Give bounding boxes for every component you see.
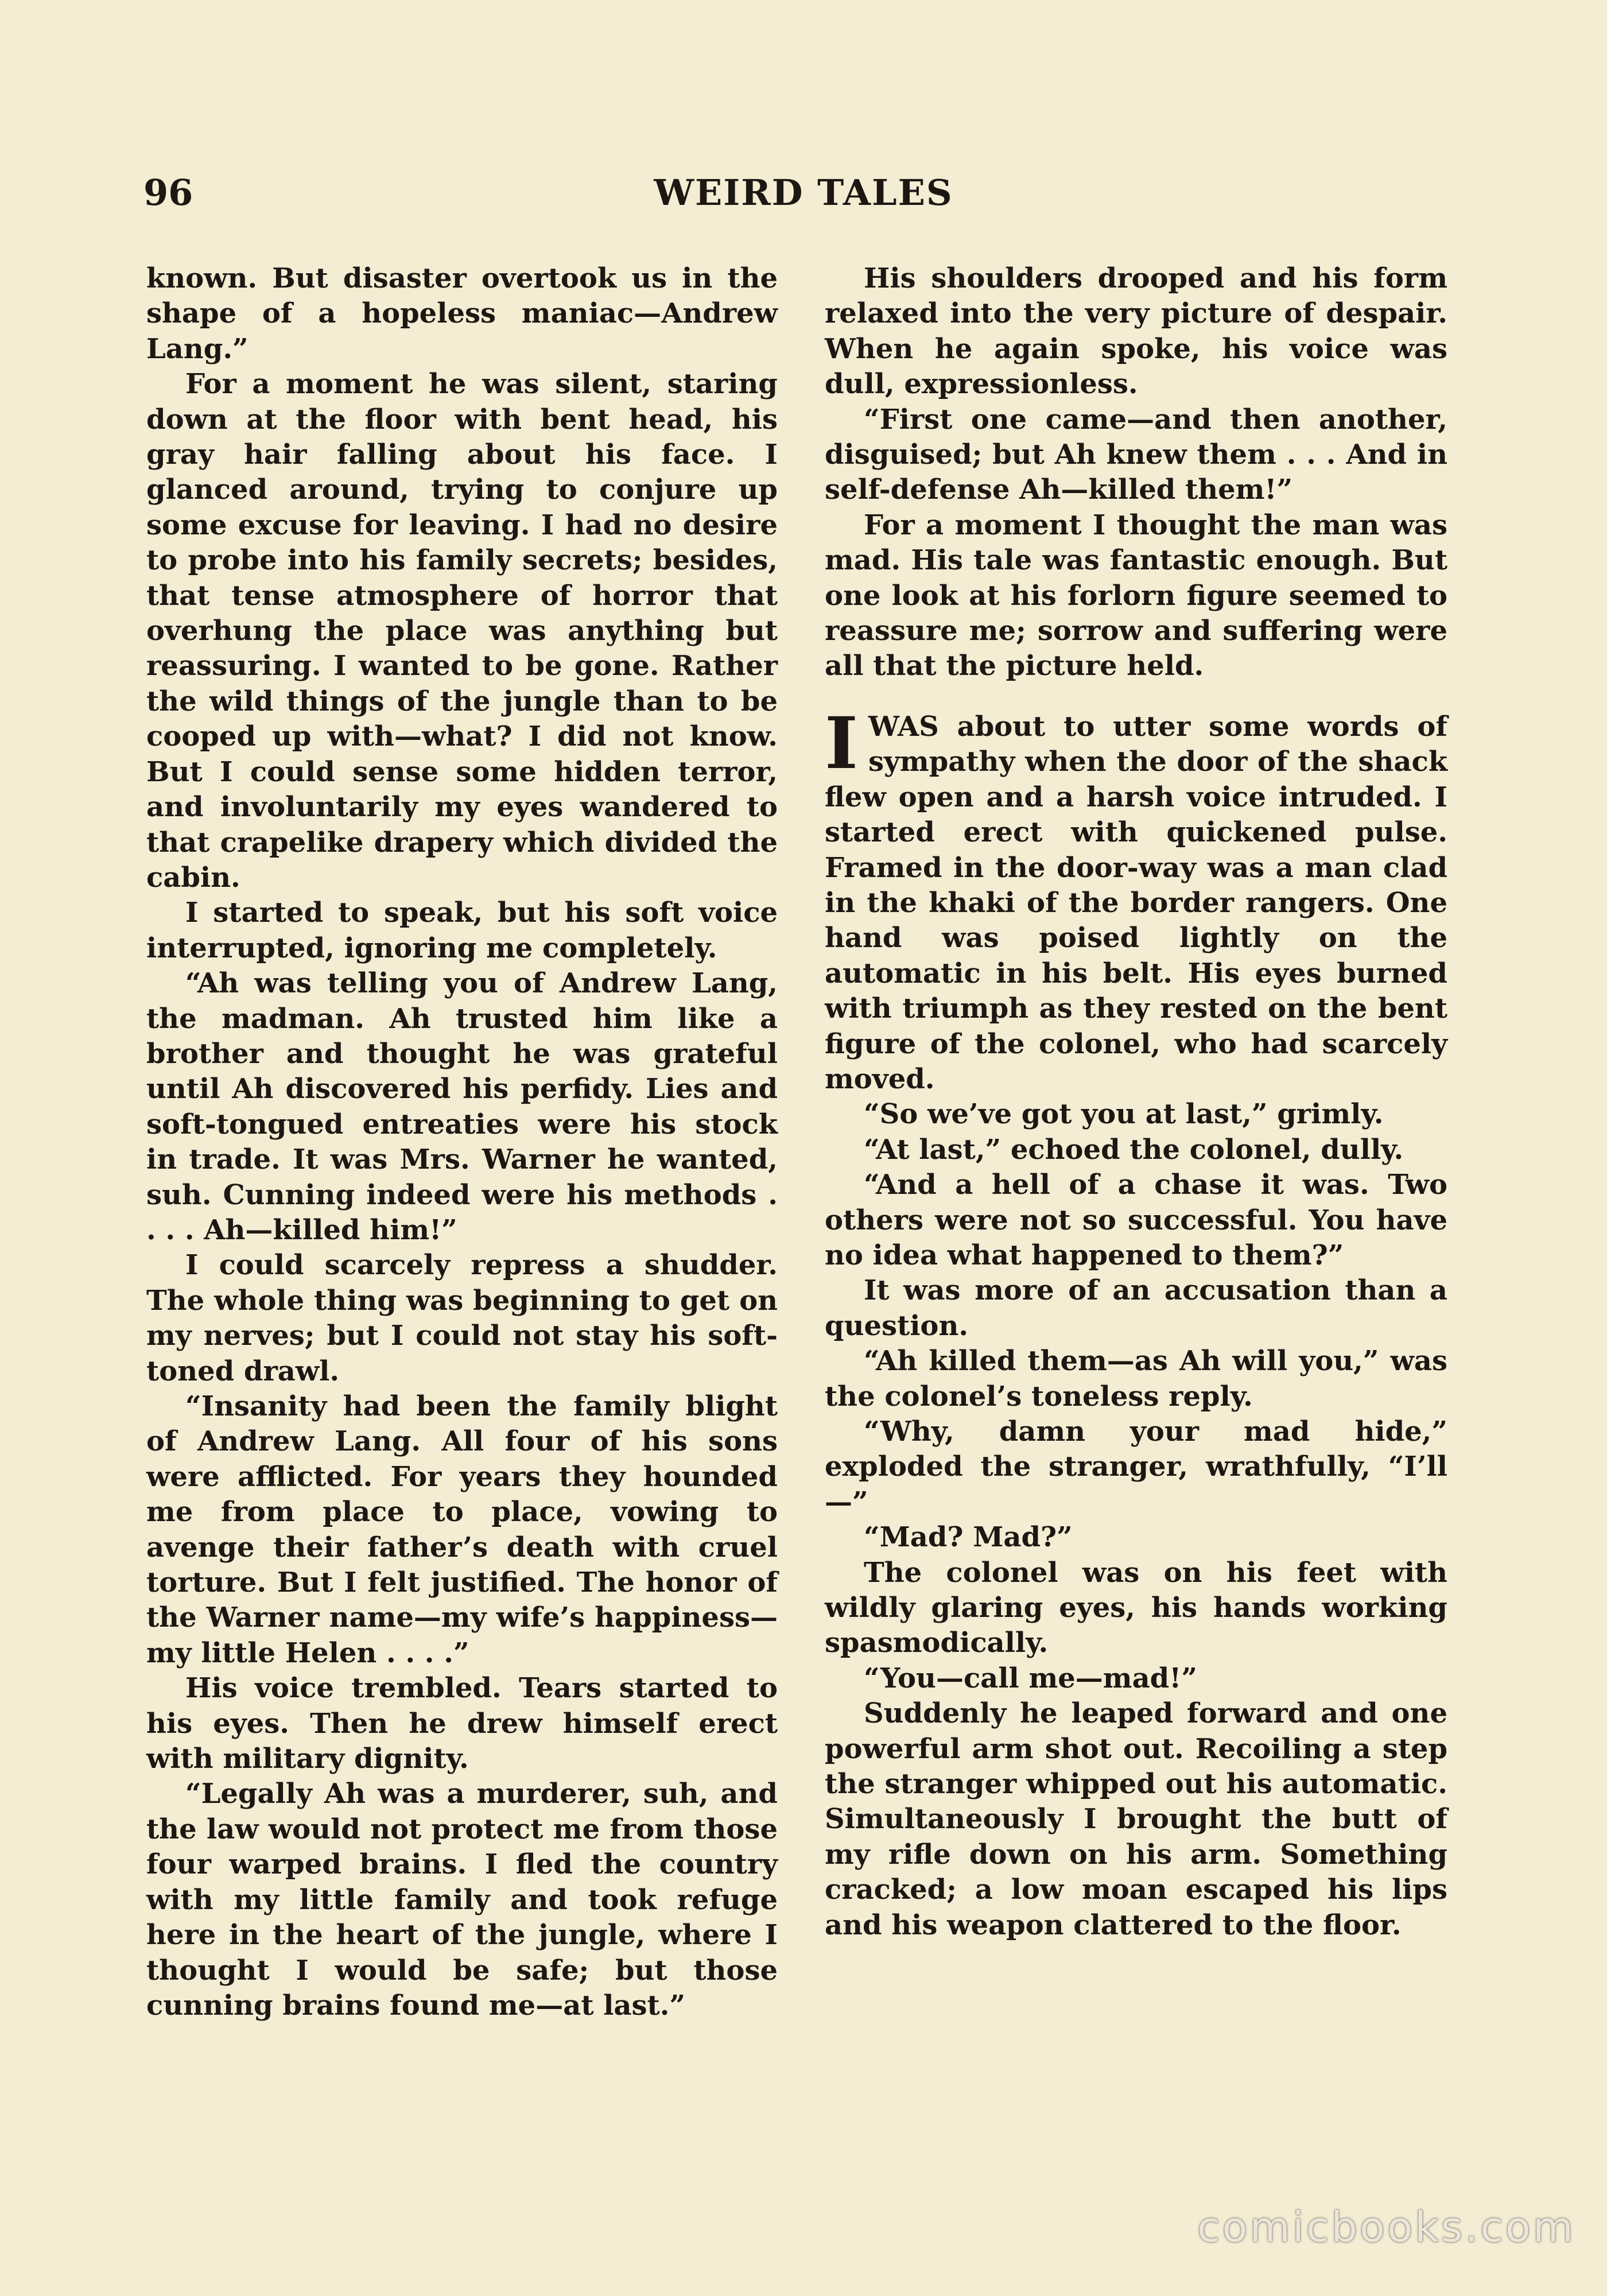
paragraph: I started to speak, but his soft voice interrupted, ignoring me completely. [146,897,778,964]
paragraph: “Legally Ah was a murderer, suh, and the law would not protect me from those four warped brains. I fled the country with my little family and took refuge here in the heart of the jungle, where I thought I would be safe; but those cunning brains found me—at last.” [146,1778,778,2022]
paragraph: “You—call me—mad!” [864,1662,1197,1694]
watermark: comicbooks.com [1197,2203,1575,2251]
paragraph: His voice trembled. Tears started to his eyes. Then he drew himself erect with military dignity. [146,1672,778,1775]
paragraph: “Ah killed them—as Ah will you,” was the colonel’s toneless reply. [825,1345,1447,1413]
paragraph: “At last,” echoed the colonel, dully. [864,1133,1404,1166]
paragraph: It was more of an accusation than a question. [825,1274,1447,1342]
paragraph: “Insanity had been the family blight of Andrew Lang. All four of his sons were afflicted. For years they hounded me from place to place, vowing to avenge their father’s death with cruel torture. But I felt justified. The honor of the Warner name—my wife’s happiness—my little Helen . . . .” [146,1390,778,1669]
paragraph: “Mad? Mad?” [864,1521,1073,1554]
paragraph: “So we’ve got you at last,” grimly. [864,1098,1384,1131]
paragraph-text: WAS about to utter some words of sympathy when the door of the shack flew open and a harsh voice intruded. I started erect with quickened pulse. Framed in the door-way was a man clad in the khaki of the border rangers. One hand was poised lightly on the automatic in his belt. His eyes burned with triumph as they rested on the bent figure of the colonel, who had scarcely moved. [825,710,1447,1095]
paragraph: For a moment I thought the man was mad. His tale was fantastic enough. But one look at his forlorn figure seemed to reassure me; sorrow and suffering were all that the picture held. [825,509,1447,682]
paragraph: “And a hell of a chase it was. Two others were not so successful. You have no idea what happened to them?” [825,1169,1447,1271]
paragraph: I could scarcely repress a shudder. The whole thing was beginning to get on my nerves; but I could not stay his soft-toned drawl. [146,1249,778,1387]
paragraph: “Ah was telling you of Andrew Lang, the madman. Ah trusted him like a brother and thought he was grateful until Ah discovered his perfidy. Lies and soft-tongued entreaties were his stock in trade. It was Mrs. Warner he wanted, suh. Cunning indeed were his methods . . . . Ah—killed him!” [146,967,778,1246]
left-text-column [146,261,778,2023]
paragraph: “Why, damn your mad hide,” exploded the stranger, wrathfully, “I’ll—” [825,1415,1447,1518]
page-number: 96 [143,172,193,214]
drop-cap-letter: I [825,701,859,785]
paragraph: Suddenly he leaped forward and one powerful arm shot out. Recoiling a step the stranger whipped out his automatic. Simultaneously I brought the butt of my rifle down on his arm. Something cracked; a low moan escaped his lips and his weapon clattered to the floor. [825,1697,1447,1941]
paragraph: “First one came—and then another, disguised; but Ah knew them . . . And in self-defense Ah—killed them!” [825,403,1447,506]
paragraph: The colonel was on his feet with wildly glaring eyes, his hands working spasmodically. [825,1556,1447,1659]
paragraph: For a moment he was silent, staring down at the floor with bent head, his gray hair falling about his face. I glanced around, trying to conjure up some excuse for leaving. I had no desire to probe into his family secrets; besides, that tense atmosphere of horror that overhung the place was anything but reassuring. I wanted to be gone. Rather the wild things of the jungle than to be cooped up with—what? I did not know. But I could sense some hidden terror, and involuntarily my eyes wandered to that crapelike drapery which divided the cabin. [146,368,778,894]
paragraph: His shoulders drooped and his form relaxed into the very picture of despair. When he again spoke, his voice was dull, expressionless. [825,262,1447,401]
paragraph: known. But disaster overtook us in the shape of a hopeless maniac—Andrew Lang.” [146,262,778,365]
section-opening-paragraph [825,701,1447,1097]
right-text-column [825,261,1447,1943]
running-head-title: WEIRD TALES [654,172,953,214]
